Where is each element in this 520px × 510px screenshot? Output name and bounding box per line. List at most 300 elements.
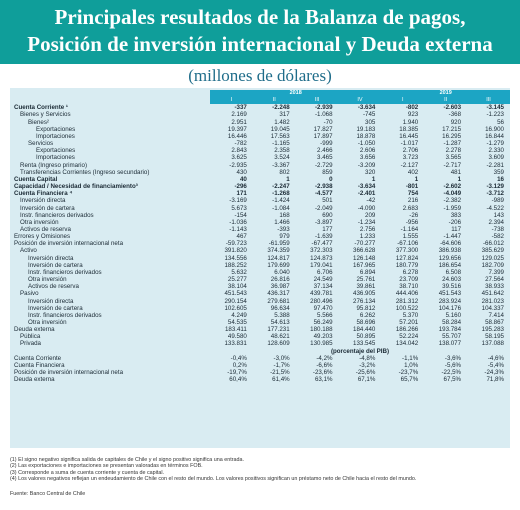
value-cell: 451.543 bbox=[224, 290, 247, 298]
value-cell: 6.706 bbox=[317, 268, 333, 276]
value-cell: -2.127 bbox=[400, 161, 419, 169]
value-cell: 5.566 bbox=[317, 311, 333, 319]
value-cell: 1.940 bbox=[402, 118, 419, 126]
value-cell: 56 bbox=[497, 118, 504, 126]
value-cell: 3.609 bbox=[488, 154, 504, 162]
value-cell: 2.394 bbox=[488, 218, 504, 226]
value-cell: 281.023 bbox=[481, 297, 504, 305]
value-cell: -61.959 bbox=[268, 240, 290, 248]
value-cell: 100.522 bbox=[395, 304, 419, 312]
table-row bbox=[14, 255, 510, 262]
value-cell: 97.470 bbox=[313, 304, 333, 312]
value-cell: -2.401 bbox=[357, 190, 376, 198]
row-label: Exportaciones bbox=[36, 125, 76, 133]
value-cell: 1.466 bbox=[274, 218, 290, 226]
value-cell: 920 bbox=[450, 118, 462, 126]
value-cell: 58.696 bbox=[356, 319, 376, 326]
value-cell: 3.625 bbox=[231, 154, 247, 162]
value-cell: 2.756 bbox=[359, 225, 376, 233]
quarter-header: III bbox=[296, 97, 339, 104]
value-cell: 126.148 bbox=[353, 254, 376, 262]
value-cell: -1.639 bbox=[314, 233, 333, 241]
value-cell: -2.382 bbox=[443, 197, 462, 205]
value-cell: 54.613 bbox=[270, 319, 290, 326]
table-row bbox=[14, 133, 510, 140]
value-cell: -1.959 bbox=[443, 204, 462, 212]
row-label: Otra inversión bbox=[28, 276, 67, 284]
value-cell: 168 bbox=[279, 211, 290, 219]
row-label: Instr. financieros derivados bbox=[20, 211, 94, 219]
value-cell: 859 bbox=[322, 168, 333, 176]
value-cell: 36.987 bbox=[270, 283, 290, 291]
value-cell: -1.447 bbox=[443, 233, 462, 241]
row-label: Inversión de cartera bbox=[20, 204, 75, 212]
table-row bbox=[14, 219, 510, 226]
value-cell: 65,7% bbox=[400, 376, 419, 384]
value-cell: -67.477 bbox=[311, 240, 333, 248]
value-cell: 19.045 bbox=[270, 125, 290, 133]
value-cell: -206 bbox=[448, 218, 462, 226]
value-cell: -19,7% bbox=[227, 369, 247, 377]
value-cell: -64.606 bbox=[440, 240, 462, 248]
value-cell: -2.938 bbox=[314, 183, 333, 191]
value-cell: 366.628 bbox=[353, 247, 376, 255]
value-cell: 7.399 bbox=[488, 268, 504, 276]
value-cell: 1 bbox=[371, 175, 376, 183]
row-label: Cuenta Corriente ¹ bbox=[14, 104, 68, 112]
value-cell: 167.965 bbox=[353, 261, 376, 269]
value-cell: -3,6% bbox=[444, 354, 462, 362]
value-cell: 359 bbox=[493, 168, 504, 176]
value-cell: 3.465 bbox=[317, 154, 333, 162]
quarter-header-row bbox=[14, 97, 510, 104]
value-cell: -1.036 bbox=[229, 218, 247, 226]
value-cell: 386.938 bbox=[438, 247, 462, 255]
value-cell: -393 bbox=[277, 225, 290, 233]
value-cell: 49.580 bbox=[227, 333, 247, 341]
table-row bbox=[14, 333, 510, 340]
table-row bbox=[14, 119, 510, 126]
value-cell: -2.939 bbox=[314, 104, 333, 112]
value-cell: 193.784 bbox=[438, 326, 462, 334]
year-header-row bbox=[14, 90, 510, 97]
value-cell: -582 bbox=[491, 233, 504, 241]
value-cell: -2.247 bbox=[272, 183, 290, 191]
value-cell: 128.609 bbox=[267, 340, 290, 348]
value-cell: 2.278 bbox=[445, 147, 462, 155]
value-cell: 124.817 bbox=[267, 254, 290, 262]
row-label: Activos de reserva bbox=[20, 225, 71, 233]
value-cell: 180.779 bbox=[395, 261, 419, 269]
value-cell: 16.445 bbox=[399, 132, 419, 140]
value-cell: 6.040 bbox=[274, 268, 290, 276]
value-cell: -23,7% bbox=[398, 369, 419, 377]
title-line-2: Posición de inversión internacional y Deuda externa bbox=[27, 32, 493, 56]
value-cell: -3,2% bbox=[359, 361, 376, 369]
value-cell: 2.169 bbox=[231, 111, 247, 119]
value-cell: 374.359 bbox=[267, 247, 290, 255]
value-cell: 281.312 bbox=[395, 297, 419, 305]
value-cell: 4.249 bbox=[231, 311, 247, 319]
value-cell: -3.634 bbox=[357, 183, 376, 191]
value-cell: 2.358 bbox=[274, 147, 290, 155]
value-cell: 104.176 bbox=[438, 304, 462, 312]
value-cell: -1.165 bbox=[272, 140, 290, 148]
value-cell: 6.262 bbox=[359, 311, 376, 319]
value-cell: 0 bbox=[329, 175, 333, 183]
value-cell: -1.287 bbox=[443, 140, 462, 148]
footnote: (1) El signo negativo significa salida de capitales de Chile y el signo positivo significa una entrada. bbox=[10, 457, 245, 463]
row-label: Pública bbox=[20, 333, 41, 341]
value-cell: -802 bbox=[405, 104, 419, 112]
value-cell: -70 bbox=[323, 118, 333, 126]
value-cell: 129.656 bbox=[438, 254, 462, 262]
value-cell: 1.482 bbox=[274, 118, 290, 126]
value-cell: -3.367 bbox=[272, 161, 290, 169]
row-label: Inversión de cartera bbox=[28, 261, 83, 269]
value-cell: 63,1% bbox=[314, 376, 333, 384]
row-label: Activos de reserva bbox=[28, 283, 79, 291]
value-cell: 444.406 bbox=[395, 290, 419, 298]
value-cell: 481 bbox=[450, 168, 462, 176]
table-row bbox=[14, 269, 510, 276]
row-label: Otra inversión bbox=[20, 218, 59, 226]
value-cell: 180.188 bbox=[310, 326, 333, 334]
value-cell: -296 bbox=[234, 183, 247, 191]
value-cell: 183.411 bbox=[224, 326, 247, 334]
value-cell: 1 bbox=[414, 175, 419, 183]
value-cell: 58.284 bbox=[442, 319, 462, 326]
value-cell: 102.605 bbox=[224, 304, 247, 312]
row-label: Renta (Ingreso primario) bbox=[20, 161, 88, 169]
year-header: 2019 bbox=[381, 90, 510, 97]
table-row bbox=[14, 276, 510, 283]
value-cell: -3.145 bbox=[486, 104, 504, 112]
value-cell: -154 bbox=[234, 211, 247, 219]
value-cell: 6.278 bbox=[402, 268, 419, 276]
value-cell: 923 bbox=[407, 111, 419, 119]
table-row bbox=[14, 140, 510, 147]
value-cell: 18.385 bbox=[399, 125, 419, 133]
value-cell: -1.164 bbox=[400, 225, 419, 233]
value-cell: -3.897 bbox=[314, 218, 333, 226]
value-cell: -3.169 bbox=[229, 197, 247, 205]
value-cell: -2.049 bbox=[314, 204, 333, 212]
value-cell: -999 bbox=[320, 140, 333, 148]
row-label: Deuda externa bbox=[14, 326, 55, 334]
table-row bbox=[14, 226, 510, 233]
value-cell: -337 bbox=[234, 104, 247, 112]
table-row bbox=[14, 147, 510, 154]
value-cell: 57.201 bbox=[399, 319, 419, 326]
value-cell: 16.295 bbox=[442, 132, 462, 140]
value-cell: -3.129 bbox=[486, 183, 504, 191]
row-label: Pasivo bbox=[20, 290, 39, 298]
pct-header-row bbox=[14, 348, 510, 355]
table-row bbox=[14, 290, 510, 297]
table-row bbox=[14, 326, 510, 333]
value-cell: 127.824 bbox=[395, 254, 419, 262]
value-cell: 16.446 bbox=[227, 132, 247, 140]
value-cell: 24.603 bbox=[442, 276, 462, 284]
value-cell: 3.524 bbox=[274, 154, 290, 162]
table-row bbox=[14, 190, 510, 197]
value-cell: -782 bbox=[234, 140, 247, 148]
table-row bbox=[14, 197, 510, 204]
value-cell: 436.905 bbox=[353, 290, 376, 298]
value-cell: 439.781 bbox=[310, 290, 333, 298]
value-cell: -42 bbox=[366, 197, 376, 205]
value-cell: 2.330 bbox=[488, 147, 504, 155]
value-cell: 186.266 bbox=[395, 326, 419, 334]
row-label: Inversión directa bbox=[20, 197, 66, 205]
table-row bbox=[14, 162, 510, 169]
table-row bbox=[14, 247, 510, 254]
footnotes bbox=[10, 457, 416, 482]
value-cell: 6.508 bbox=[445, 268, 462, 276]
row-label: Deuda externa bbox=[14, 376, 55, 384]
value-cell: 134.556 bbox=[224, 254, 247, 262]
value-cell: 283.924 bbox=[438, 297, 462, 305]
quarter-header: III bbox=[467, 97, 510, 104]
value-cell: 61,4% bbox=[272, 376, 290, 384]
footnote: (4) Los valores negativos reflejan un endeudamiento de Chile con el resto del mundo. Los valores positivos significan un préstamo neto de Chile hacia el resto del mundo. bbox=[10, 475, 417, 482]
table-row bbox=[14, 319, 510, 326]
row-label: Capacidad / Necesidad de financiamiento³ bbox=[14, 183, 138, 191]
value-cell: 1,0% bbox=[404, 361, 419, 369]
value-cell: -2.603 bbox=[443, 104, 462, 112]
value-cell: 133.545 bbox=[353, 340, 376, 348]
row-label: Instr. financieros derivados bbox=[28, 311, 102, 319]
value-cell: 171 bbox=[236, 190, 247, 198]
value-cell: 451.642 bbox=[481, 290, 504, 298]
value-cell: 177.231 bbox=[267, 326, 290, 334]
value-cell: 5.673 bbox=[231, 204, 247, 212]
value-cell: 280.496 bbox=[310, 297, 333, 305]
title-banner bbox=[0, 0, 520, 64]
value-cell: 48.621 bbox=[270, 333, 290, 341]
value-cell: 38.710 bbox=[399, 283, 419, 291]
value-cell: -66.012 bbox=[483, 240, 504, 248]
value-cell: 67,1% bbox=[357, 376, 376, 384]
value-cell: -368 bbox=[448, 111, 462, 119]
value-cell: 690 bbox=[322, 211, 333, 219]
value-cell: 2.706 bbox=[402, 147, 419, 155]
value-cell: 58.867 bbox=[485, 319, 504, 326]
value-cell: 501 bbox=[322, 197, 333, 205]
quarter-header: I bbox=[381, 97, 424, 104]
value-cell: 317 bbox=[279, 111, 290, 119]
value-cell: -4.090 bbox=[357, 204, 376, 212]
value-cell: -1.068 bbox=[314, 111, 333, 119]
table-row bbox=[14, 104, 510, 111]
value-cell: 1.555 bbox=[402, 233, 419, 241]
value-cell: 5.160 bbox=[445, 311, 462, 319]
value-cell: -989 bbox=[491, 197, 504, 205]
value-cell: 40 bbox=[239, 175, 247, 183]
table-row bbox=[14, 169, 510, 176]
value-cell: 6.894 bbox=[359, 268, 376, 276]
value-cell: 383 bbox=[450, 211, 462, 219]
table-row bbox=[14, 283, 510, 290]
row-label: Inversión de cartera bbox=[28, 304, 83, 312]
value-cell: 5.388 bbox=[274, 311, 290, 319]
value-cell: 137.088 bbox=[481, 340, 504, 348]
value-cell: 3.656 bbox=[359, 154, 376, 162]
value-cell: -1.424 bbox=[272, 197, 290, 205]
value-cell: 179.041 bbox=[310, 261, 333, 269]
value-cell: -3.634 bbox=[357, 104, 376, 112]
quarter-header: IV bbox=[339, 97, 382, 104]
value-cell: -21,5% bbox=[270, 369, 290, 377]
value-cell: 320 bbox=[365, 168, 376, 176]
value-cell: 436.317 bbox=[267, 290, 290, 298]
value-cell: 188.252 bbox=[224, 261, 247, 269]
value-cell: 17.827 bbox=[313, 125, 333, 133]
value-cell: 5.370 bbox=[402, 311, 419, 319]
row-label: Inversión directa bbox=[28, 297, 74, 305]
row-label: Instr. financieros derivados bbox=[28, 268, 102, 276]
value-cell: 385.629 bbox=[481, 247, 504, 255]
value-cell: 138.077 bbox=[438, 340, 462, 348]
table-row bbox=[14, 340, 510, 347]
value-cell: -6,6% bbox=[316, 361, 333, 369]
value-cell: -1,7% bbox=[273, 361, 290, 369]
value-cell: 18.878 bbox=[356, 132, 376, 140]
value-cell: -1.143 bbox=[229, 225, 247, 233]
value-cell: -0,4% bbox=[230, 354, 247, 362]
value-cell: 50.895 bbox=[356, 333, 376, 341]
value-cell: -1.279 bbox=[486, 140, 504, 148]
value-cell: 177 bbox=[322, 225, 333, 233]
footnote: (2) Las exportaciones e importaciones se presentan valoradas en términos FOB. bbox=[10, 463, 203, 470]
value-cell: 52.224 bbox=[399, 333, 419, 341]
value-cell: -59.723 bbox=[225, 240, 247, 248]
value-cell: 58.195 bbox=[485, 333, 504, 341]
row-label: Posición de inversión internacional neta bbox=[14, 369, 124, 377]
value-cell: 209 bbox=[365, 211, 376, 219]
value-cell: -3.209 bbox=[357, 161, 376, 169]
value-cell: -1.223 bbox=[486, 111, 504, 119]
value-cell: 19.397 bbox=[227, 125, 247, 133]
value-cell: 55.707 bbox=[442, 333, 462, 341]
table-row bbox=[14, 240, 510, 247]
value-cell: -23,6% bbox=[312, 369, 333, 377]
value-cell: 17.897 bbox=[313, 132, 333, 140]
title-line-1: Principales resultados de la Balanza de pagos, bbox=[54, 5, 466, 29]
value-cell: -25,6% bbox=[355, 369, 376, 377]
value-cell: -3,0% bbox=[273, 354, 290, 362]
balance-of-payments-table bbox=[14, 90, 510, 383]
value-cell: 372.303 bbox=[310, 247, 333, 255]
row-label: Transferencias Corrientes (Ingreso secundario) bbox=[20, 168, 150, 176]
value-cell: -1,1% bbox=[402, 354, 419, 362]
value-cell: -4.577 bbox=[314, 190, 333, 198]
row-label: Cuenta Financiera bbox=[14, 361, 65, 369]
pct-header: (porcentaje del PIB) bbox=[330, 347, 390, 355]
value-cell: 38.933 bbox=[485, 283, 504, 291]
table-row bbox=[14, 233, 510, 240]
row-label: Otra inversión bbox=[28, 319, 67, 326]
table-row bbox=[14, 183, 510, 190]
value-cell: 16.844 bbox=[485, 132, 504, 140]
value-cell: 216 bbox=[407, 197, 419, 205]
value-cell: 1.233 bbox=[359, 233, 376, 241]
row-label: Importaciones bbox=[36, 154, 75, 162]
row-label: Bienes y Servicios bbox=[20, 111, 71, 119]
row-label: Cuenta Corriente bbox=[14, 354, 62, 362]
value-cell: -738 bbox=[491, 225, 504, 233]
value-cell: 182.709 bbox=[481, 261, 504, 269]
value-cell: 1 bbox=[457, 175, 462, 183]
value-cell: -2.281 bbox=[486, 161, 504, 169]
value-cell: 39.861 bbox=[356, 283, 376, 291]
value-cell: 305 bbox=[365, 118, 376, 126]
value-cell: 38.104 bbox=[227, 283, 247, 291]
table-row bbox=[14, 212, 510, 219]
value-cell: 451.543 bbox=[438, 290, 462, 298]
value-cell: -4,6% bbox=[487, 354, 504, 362]
value-cell: -67.106 bbox=[397, 240, 419, 248]
value-cell: 754 bbox=[407, 190, 419, 198]
value-cell: -1.268 bbox=[272, 190, 290, 198]
value-cell: -70.277 bbox=[354, 240, 376, 248]
value-cell: 2.683 bbox=[402, 204, 419, 212]
table-row bbox=[14, 126, 510, 133]
value-cell: 467 bbox=[236, 233, 247, 241]
value-cell: -1.084 bbox=[272, 204, 290, 212]
value-cell: 39.516 bbox=[442, 283, 462, 291]
value-cell: 71,8% bbox=[486, 376, 504, 384]
table-row bbox=[14, 312, 510, 319]
value-cell: 16 bbox=[497, 175, 504, 183]
value-cell: -1.050 bbox=[357, 140, 376, 148]
value-cell: -2.248 bbox=[272, 104, 290, 112]
value-cell: -1.234 bbox=[357, 218, 376, 226]
row-label: Exportaciones bbox=[36, 147, 76, 155]
row-label: Cuenta Financiera ⁴ bbox=[14, 190, 73, 198]
value-cell: 37.134 bbox=[313, 283, 333, 291]
value-cell: -26 bbox=[409, 211, 419, 219]
table-row bbox=[14, 205, 510, 212]
value-cell: 67,5% bbox=[443, 376, 462, 384]
value-cell: 802 bbox=[279, 168, 290, 176]
value-cell: 186.654 bbox=[438, 261, 462, 269]
value-cell: -3.712 bbox=[486, 190, 504, 198]
row-label: Posición de inversión internacional neta bbox=[14, 240, 124, 248]
year-header: 2018 bbox=[210, 90, 381, 97]
value-cell: -4,8% bbox=[359, 354, 376, 362]
value-cell: 24.549 bbox=[313, 276, 333, 284]
value-cell: -2.602 bbox=[443, 183, 462, 191]
value-cell: 19.183 bbox=[356, 125, 376, 133]
footnote: (3) Corresponde a suma de cuenta corriente y cuenta de capital. bbox=[10, 469, 165, 476]
value-cell: -2.717 bbox=[443, 161, 462, 169]
value-cell: 54.535 bbox=[227, 319, 247, 326]
value-cell: -2.935 bbox=[229, 161, 247, 169]
value-cell: 124.873 bbox=[310, 254, 333, 262]
value-cell: -22,5% bbox=[441, 369, 462, 377]
table-row bbox=[14, 262, 510, 269]
value-cell: 279.681 bbox=[267, 297, 290, 305]
value-cell: 5.632 bbox=[231, 268, 247, 276]
value-cell: 179.699 bbox=[267, 261, 290, 269]
table-row bbox=[14, 111, 510, 118]
value-cell: 25.761 bbox=[356, 276, 376, 284]
value-cell: 56.249 bbox=[313, 319, 333, 326]
quarter-header: II bbox=[424, 97, 467, 104]
value-cell: 16.900 bbox=[485, 125, 504, 133]
